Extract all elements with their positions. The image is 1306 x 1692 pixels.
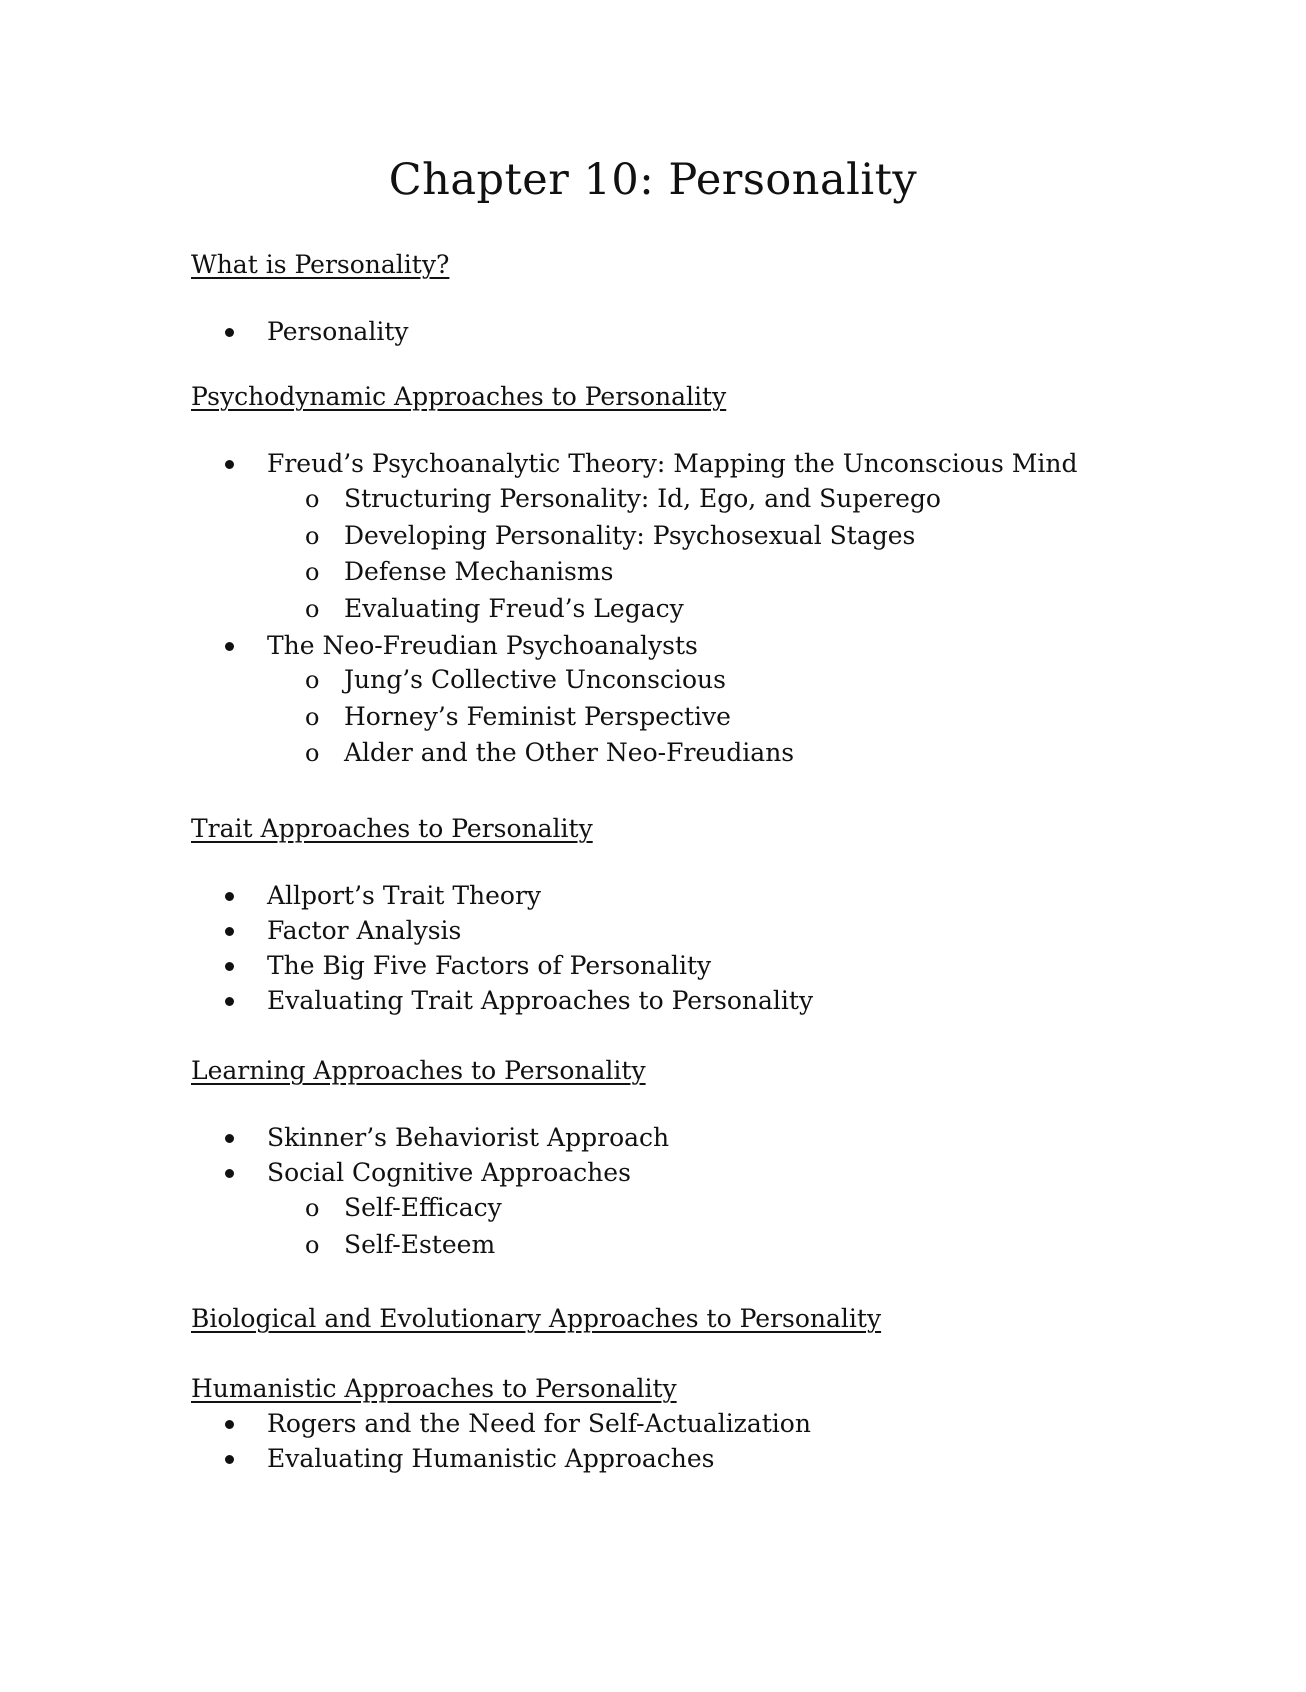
- sub-list-item: [191, 518, 1191, 555]
- circle-bullet-icon: o: [305, 485, 320, 513]
- sublist-social-cognitive: [191, 1190, 1191, 1263]
- bullet-icon: [225, 927, 234, 936]
- section-heading-what-is-personality: What is Personality?: [191, 250, 450, 279]
- list-item-label: Evaluating Humanistic Approaches: [267, 1444, 715, 1473]
- list-item: [191, 1441, 1191, 1476]
- list-item-label: Skinner’s Behaviorist Approach: [267, 1123, 670, 1152]
- list-item-label: The Neo-Freudian Psychoanalysts: [267, 631, 698, 660]
- list-item: [191, 628, 1191, 663]
- bullet-icon: [225, 460, 234, 469]
- bullet-icon: [225, 328, 234, 337]
- list-item-label: Personality: [267, 317, 409, 346]
- sublist-neo-freudian: [191, 662, 1191, 772]
- sub-list-item-label: Evaluating Freud’s Legacy: [344, 593, 684, 623]
- section-list-psychodynamic: [191, 446, 1191, 481]
- list-item: [191, 446, 1191, 481]
- section-heading-psychodynamic: Psychodynamic Approaches to Personality: [191, 382, 727, 411]
- list-item-label: Social Cognitive Approaches: [267, 1158, 631, 1187]
- circle-bullet-icon: o: [305, 1230, 320, 1259]
- list-item: [191, 314, 1191, 349]
- sub-list-item-label: Developing Personality: Psychosexual Stages: [344, 520, 916, 550]
- section-heading-biological: Biological and Evolutionary Approaches to Personality: [191, 1304, 882, 1333]
- sublist-freud: [191, 481, 1191, 627]
- sub-list-item-label: Jung’s Collective Unconscious: [344, 665, 726, 694]
- sub-list-item: [191, 481, 1191, 518]
- bullet-icon: [225, 962, 234, 971]
- sub-list-item-label: Alder and the Other Neo-Freudians: [344, 738, 795, 767]
- circle-bullet-icon: o: [305, 521, 320, 550]
- sub-list-item-label: Structuring Personality: Id, Ego, and Superego: [344, 484, 941, 513]
- section-list-trait: [191, 878, 1191, 1018]
- circle-bullet-icon: o: [305, 702, 320, 731]
- sub-list-item: [191, 554, 1191, 591]
- circle-bullet-icon: o: [305, 739, 320, 767]
- section-list-humanistic: [191, 1406, 1191, 1476]
- list-item: [191, 878, 1191, 913]
- bullet-icon: [225, 892, 234, 901]
- sub-list-item-label: Horney’s Feminist Perspective: [344, 701, 731, 731]
- list-item: [191, 983, 1191, 1018]
- bullet-icon: [225, 1169, 234, 1178]
- sub-list-item: [191, 1227, 1191, 1264]
- list-item-label: Factor Analysis: [267, 916, 462, 945]
- list-item: [191, 948, 1191, 983]
- section-list-what-is-personality: [191, 314, 1191, 349]
- sub-list-item: [191, 735, 1191, 772]
- circle-bullet-icon: o: [305, 1194, 320, 1222]
- list-item-label: The Big Five Factors of Personality: [267, 951, 712, 980]
- page-title: Chapter 10: Personality: [388, 155, 918, 205]
- section-heading-humanistic: Humanistic Approaches to Personality: [191, 1374, 677, 1403]
- sub-list-item: [191, 1190, 1191, 1227]
- bullet-icon: [225, 1455, 234, 1464]
- list-item: [191, 1155, 1191, 1190]
- list-item: [191, 1406, 1191, 1441]
- bullet-icon: [225, 997, 234, 1006]
- list-item-label: Freud’s Psychoanalytic Theory: Mapping the Unconscious Mind: [267, 449, 1078, 478]
- list-item-label: Allport’s Trait Theory: [267, 881, 542, 910]
- section-heading-trait: Trait Approaches to Personality: [191, 814, 593, 843]
- section-list-learning: [191, 1120, 1191, 1190]
- section-heading-learning: Learning Approaches to Personality: [191, 1056, 646, 1085]
- sub-list-item: [191, 662, 1191, 699]
- list-item: [191, 913, 1191, 948]
- sub-list-item: [191, 699, 1191, 736]
- sub-list-item-label: Self-Efficacy: [344, 1193, 502, 1222]
- bullet-icon: [225, 642, 234, 651]
- list-item-label: Rogers and the Need for Self-Actualization: [267, 1409, 811, 1438]
- list-item: [191, 1120, 1191, 1155]
- sub-list-item-label: Self-Esteem: [344, 1229, 496, 1259]
- bullet-icon: [225, 1420, 234, 1429]
- section-list-neo-freudian: [191, 628, 1191, 663]
- sub-list-item: [191, 591, 1191, 628]
- circle-bullet-icon: o: [305, 594, 320, 623]
- circle-bullet-icon: o: [305, 558, 320, 586]
- bullet-icon: [225, 1134, 234, 1143]
- sub-list-item-label: Defense Mechanisms: [344, 557, 614, 586]
- circle-bullet-icon: o: [305, 666, 320, 694]
- list-item-label: Evaluating Trait Approaches to Personality: [267, 986, 814, 1015]
